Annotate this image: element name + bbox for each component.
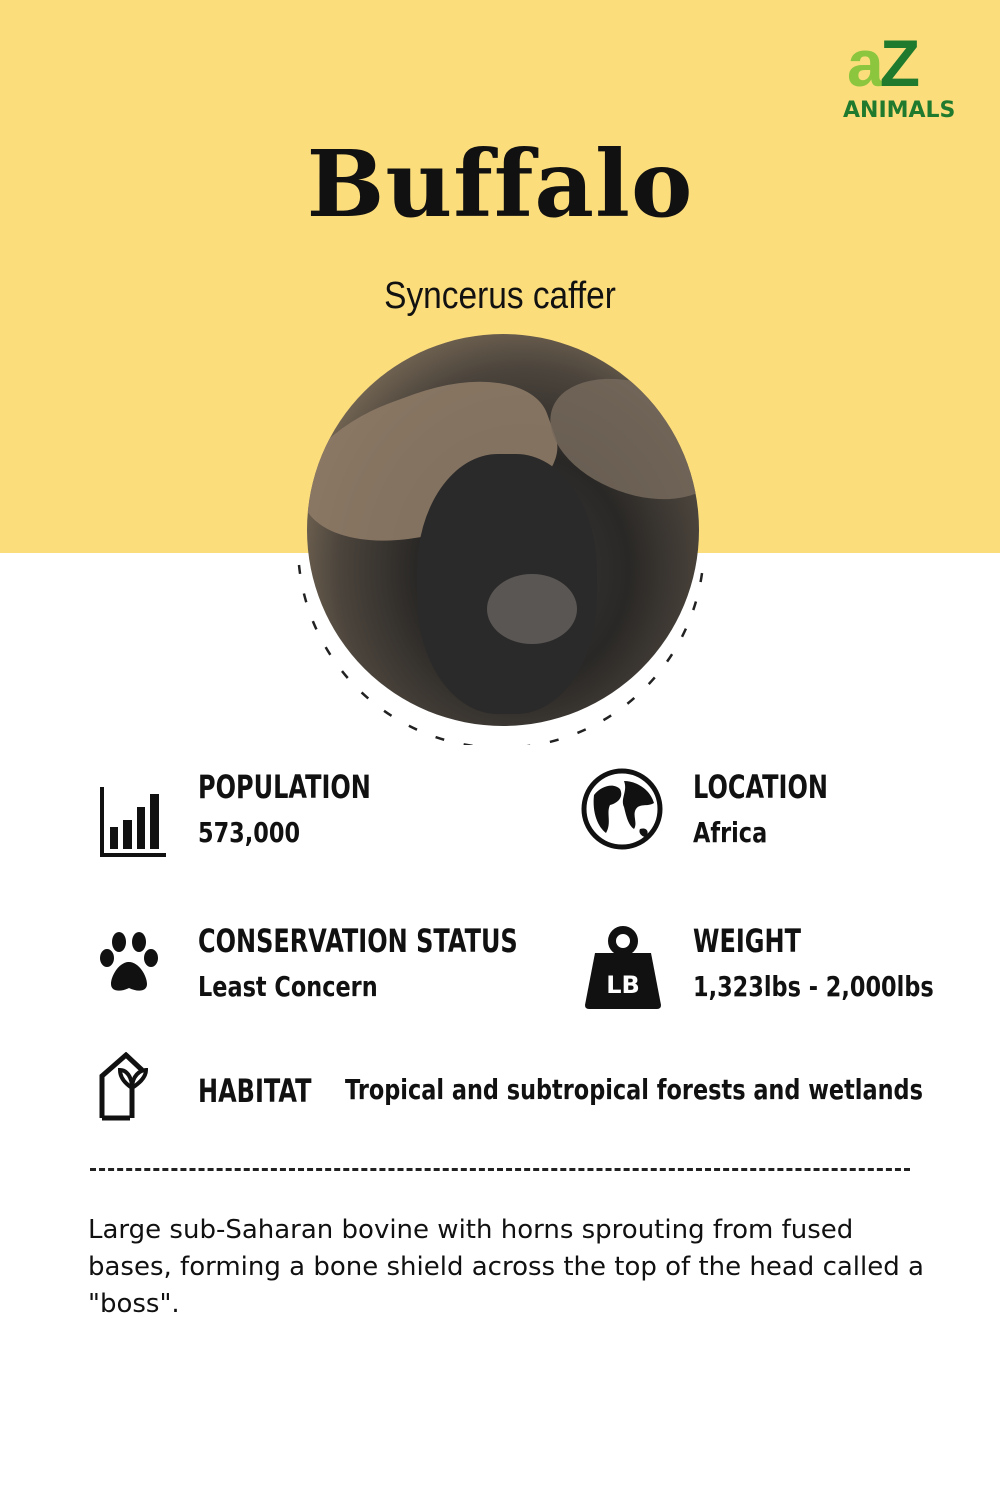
weight-lb-icon xyxy=(583,925,663,1010)
bar-chart-icon xyxy=(98,785,168,860)
habitat-value: Tropical and subtropical forests and wetlands xyxy=(345,1073,923,1106)
globe-icon xyxy=(580,767,664,851)
logo-text: ANIMALS xyxy=(843,98,956,123)
weight-icon-text: LB xyxy=(606,971,640,999)
description: Large sub-Saharan bovine with horns sprouting from fused bases, forming a bone shield across the top of the head called a "boss". xyxy=(88,1215,924,1319)
logo-z: Z xyxy=(879,26,917,100)
conservation-status-value: Least Concern xyxy=(198,970,378,1003)
stat-population xyxy=(198,768,428,849)
population-value: 573,000 xyxy=(198,816,301,849)
weight-shape xyxy=(583,925,663,1010)
conservation-status-label: CONSERVATION STATUS xyxy=(198,922,518,960)
location-label: LOCATION xyxy=(693,768,828,806)
location-value: Africa xyxy=(693,816,768,849)
photo-nose xyxy=(487,574,577,644)
page-title: Buffalo xyxy=(306,130,694,238)
dashed-divider xyxy=(90,1168,910,1171)
habitat-label: HABITAT xyxy=(198,1072,312,1110)
animal-photo xyxy=(307,334,699,726)
stat-location xyxy=(693,768,873,849)
stat-conservation-status xyxy=(198,922,624,1003)
house-sprout-icon xyxy=(98,1052,180,1122)
az-animals-logo[interactable] xyxy=(843,26,968,125)
weight-value: 1,323lbs - 2,000lbs xyxy=(693,970,934,1003)
paw-print-icon xyxy=(95,930,163,998)
stat-habitat xyxy=(198,1072,349,1110)
logo-mark xyxy=(847,26,917,100)
habitat-value-wrap xyxy=(345,1073,1000,1106)
logo-a: a xyxy=(847,26,880,100)
weight-label: WEIGHT xyxy=(693,922,801,960)
scientific-name: Syncerus caffer xyxy=(384,275,616,317)
population-label: POPULATION xyxy=(198,768,371,806)
stat-weight xyxy=(693,922,994,1003)
